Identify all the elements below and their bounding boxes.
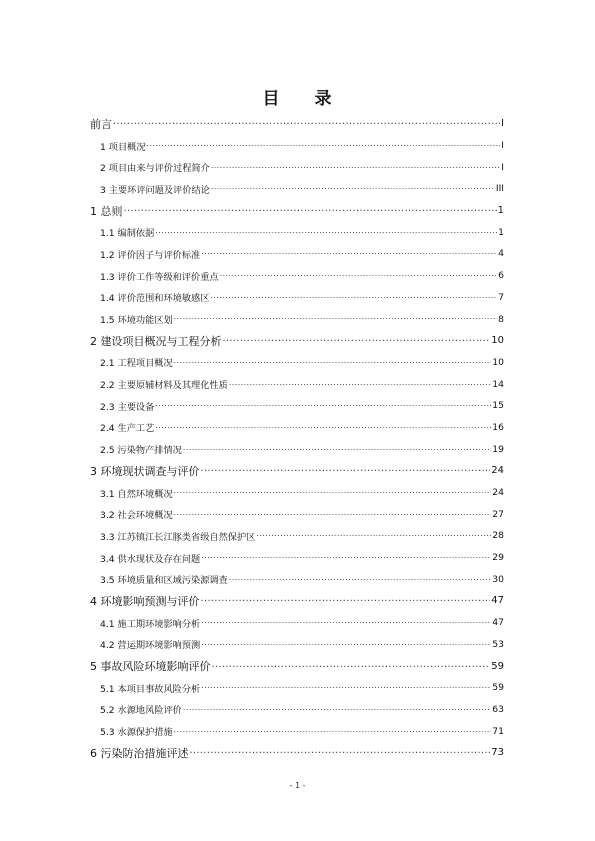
- toc-entry-page: 71: [492, 725, 504, 737]
- toc-leader-dots: [201, 640, 491, 649]
- toc-entry-label: 3.2 社会环境概况: [100, 510, 173, 522]
- toc-entry[interactable]: [90, 178, 504, 200]
- toc-entry[interactable]: [90, 525, 504, 547]
- toc-entry-label: 3.3 江苏镇江长江豚类省级自然保护区: [100, 531, 256, 543]
- toc-entry[interactable]: [90, 460, 504, 482]
- toc-leader-dots: [155, 228, 497, 237]
- page-title: [0, 84, 595, 109]
- toc-leader-dots: [190, 747, 491, 758]
- toc-entry-page: 28: [492, 530, 504, 542]
- toc-entry[interactable]: [90, 373, 504, 395]
- toc-entry[interactable]: [90, 655, 504, 677]
- toc-entry-label: 5.2 水源地风险评价: [100, 705, 182, 717]
- toc-entry-page: I: [501, 118, 504, 130]
- toc-leader-dots: [155, 401, 491, 410]
- toc-entry-label: 1 总则: [90, 204, 123, 218]
- toc-entry-label: 1.5 环境功能区划: [100, 315, 173, 327]
- toc-leader-dots: [155, 423, 491, 432]
- toc-entry-page: 14: [492, 378, 504, 390]
- toc-leader-dots: [124, 205, 497, 216]
- toc-entry[interactable]: [90, 308, 504, 330]
- toc-entry[interactable]: [90, 330, 504, 352]
- toc-entry-label: 5.3 水源保护措施: [100, 727, 173, 739]
- toc-leader-dots: [174, 358, 492, 367]
- toc-entry-page: 47: [491, 595, 504, 607]
- toc-entry[interactable]: [90, 221, 504, 243]
- toc-entry-label: 4 环境影响预测与评价: [90, 594, 200, 608]
- toc-entry[interactable]: [90, 677, 504, 699]
- toc-entry[interactable]: [90, 720, 504, 742]
- toc-entry-label: 1.4 评价范围和环境敏感区: [100, 293, 210, 305]
- toc-entry[interactable]: [90, 547, 504, 569]
- toc-leader-dots: [229, 380, 492, 389]
- toc-entry[interactable]: [90, 590, 504, 612]
- toc-entry-page: 47: [492, 617, 504, 629]
- toc-entry[interactable]: [90, 634, 504, 656]
- toc-entry-label: 3.1 自然环境概况: [100, 488, 173, 500]
- toc-entry[interactable]: [90, 438, 504, 460]
- toc-entry[interactable]: [90, 417, 504, 439]
- toc-entry-label: 3 主要环评问题及评价结论: [100, 184, 210, 196]
- toc-entry-label: 6 污染防治措施评述: [90, 746, 189, 760]
- toc-entry[interactable]: [90, 395, 504, 417]
- toc-entry-page: I: [501, 140, 504, 152]
- toc-leader-dots: [183, 445, 491, 454]
- toc-leader-dots: [201, 249, 497, 258]
- toc-entry-page: 16: [492, 421, 504, 433]
- table-of-contents: [90, 113, 504, 764]
- toc-entry-page: 27: [492, 508, 504, 520]
- toc-entry-label: 5.1 本项目事故风险分析: [100, 683, 201, 695]
- toc-entry-page: 1: [497, 205, 504, 217]
- toc-entry-label: 4.2 营运期环境影响预测: [100, 640, 201, 652]
- toc-entry[interactable]: [90, 482, 504, 504]
- toc-entry[interactable]: [90, 243, 504, 265]
- toc-entry[interactable]: [90, 200, 504, 222]
- toc-leader-dots: [201, 595, 491, 606]
- toc-leader-dots: [201, 618, 491, 627]
- toc-entry-page: 8: [498, 313, 504, 325]
- toc-entry-label: 5 事故风险环境影响评价: [90, 660, 211, 674]
- toc-entry-label: 2.5 污染物产排情况: [100, 445, 182, 457]
- toc-leader-dots: [183, 705, 491, 714]
- toc-entry-page: 59: [492, 682, 504, 694]
- toc-entry-page: 53: [492, 638, 504, 650]
- toc-entry[interactable]: [90, 742, 504, 764]
- toc-entry-label: 1 项目概况: [100, 141, 146, 153]
- toc-entry-page: 1: [498, 226, 504, 238]
- page-title-right: 录: [314, 89, 333, 109]
- toc-entry-label: 2 项目由来与评价过程简介: [100, 163, 210, 175]
- toc-entry-page: 73: [491, 747, 504, 759]
- toc-entry[interactable]: [90, 612, 504, 634]
- toc-entry-page: 15: [492, 400, 504, 412]
- toc-entry-label: 2.1 工程项目概况: [100, 358, 173, 370]
- toc-entry[interactable]: [90, 568, 504, 590]
- toc-entry-page: 19: [492, 443, 504, 455]
- toc-entry-label: 1.2 评价因子与评价标准: [100, 249, 201, 261]
- toc-leader-dots: [201, 553, 491, 562]
- toc-entry[interactable]: [90, 265, 504, 287]
- toc-entry-page: 29: [492, 552, 504, 564]
- toc-leader-dots: [201, 683, 491, 692]
- toc-entry[interactable]: [90, 113, 504, 135]
- toc-entry-page: III: [495, 183, 504, 195]
- toc-leader-dots: [113, 118, 500, 129]
- toc-entry-label: 1.3 评价工作等级和评价重点: [100, 271, 219, 283]
- toc-entry-page: 24: [492, 487, 504, 499]
- toc-entry[interactable]: [90, 503, 504, 525]
- toc-entry-page: I: [501, 161, 504, 173]
- toc-entry[interactable]: [90, 699, 504, 721]
- toc-leader-dots: [210, 293, 497, 302]
- toc-entry-label: 1.1 编制依据: [100, 228, 155, 240]
- toc-entry-page: 30: [492, 573, 504, 585]
- toc-entry-label: 3.5 环境质量和区域污染源调查: [100, 575, 228, 587]
- toc-leader-dots: [174, 488, 492, 497]
- toc-leader-dots: [174, 510, 492, 519]
- toc-entry-label: 2.3 主要设备: [100, 401, 155, 413]
- toc-leader-dots: [174, 314, 497, 323]
- toc-entry-label: 2.2 主要原辅材料及其理化性质: [100, 380, 228, 392]
- toc-entry-page: 10: [491, 335, 504, 347]
- toc-entry-page: 4: [498, 248, 504, 260]
- toc-leader-dots: [256, 531, 491, 540]
- toc-entry-page: 24: [491, 465, 504, 477]
- toc-leader-dots: [220, 271, 498, 280]
- toc-leader-dots: [211, 163, 500, 172]
- toc-entry-page: 59: [491, 660, 504, 672]
- toc-entry-label: 2 建设项目概况与工程分析: [90, 334, 222, 348]
- toc-entry-label: 2.4 生产工艺: [100, 423, 155, 435]
- toc-entry-label: 3.4 供水现状及存在问题: [100, 553, 201, 565]
- toc-entry-page: 7: [498, 291, 504, 303]
- toc-leader-dots: [223, 335, 491, 346]
- toc-leader-dots: [212, 661, 491, 672]
- page-title-left: 目: [262, 89, 281, 109]
- toc-entry-label: 4.1 施工期环境影响分析: [100, 618, 201, 630]
- toc-entry[interactable]: [90, 156, 504, 178]
- toc-leader-dots: [201, 465, 491, 476]
- toc-entry-page: 6: [498, 270, 504, 282]
- page-number-footer: - 1 -: [289, 781, 306, 790]
- toc-entry[interactable]: [90, 135, 504, 157]
- toc-entry[interactable]: [90, 352, 504, 374]
- toc-entry-page: 10: [492, 356, 504, 368]
- toc-entry[interactable]: [90, 287, 504, 309]
- toc-entry-label: 3 环境现状调查与评价: [90, 464, 200, 478]
- toc-leader-dots: [147, 141, 501, 150]
- toc-leader-dots: [211, 184, 495, 193]
- toc-entry-label: 前言: [90, 117, 112, 131]
- toc-leader-dots: [174, 727, 492, 736]
- toc-leader-dots: [229, 575, 492, 584]
- toc-entry-page: 63: [492, 703, 504, 715]
